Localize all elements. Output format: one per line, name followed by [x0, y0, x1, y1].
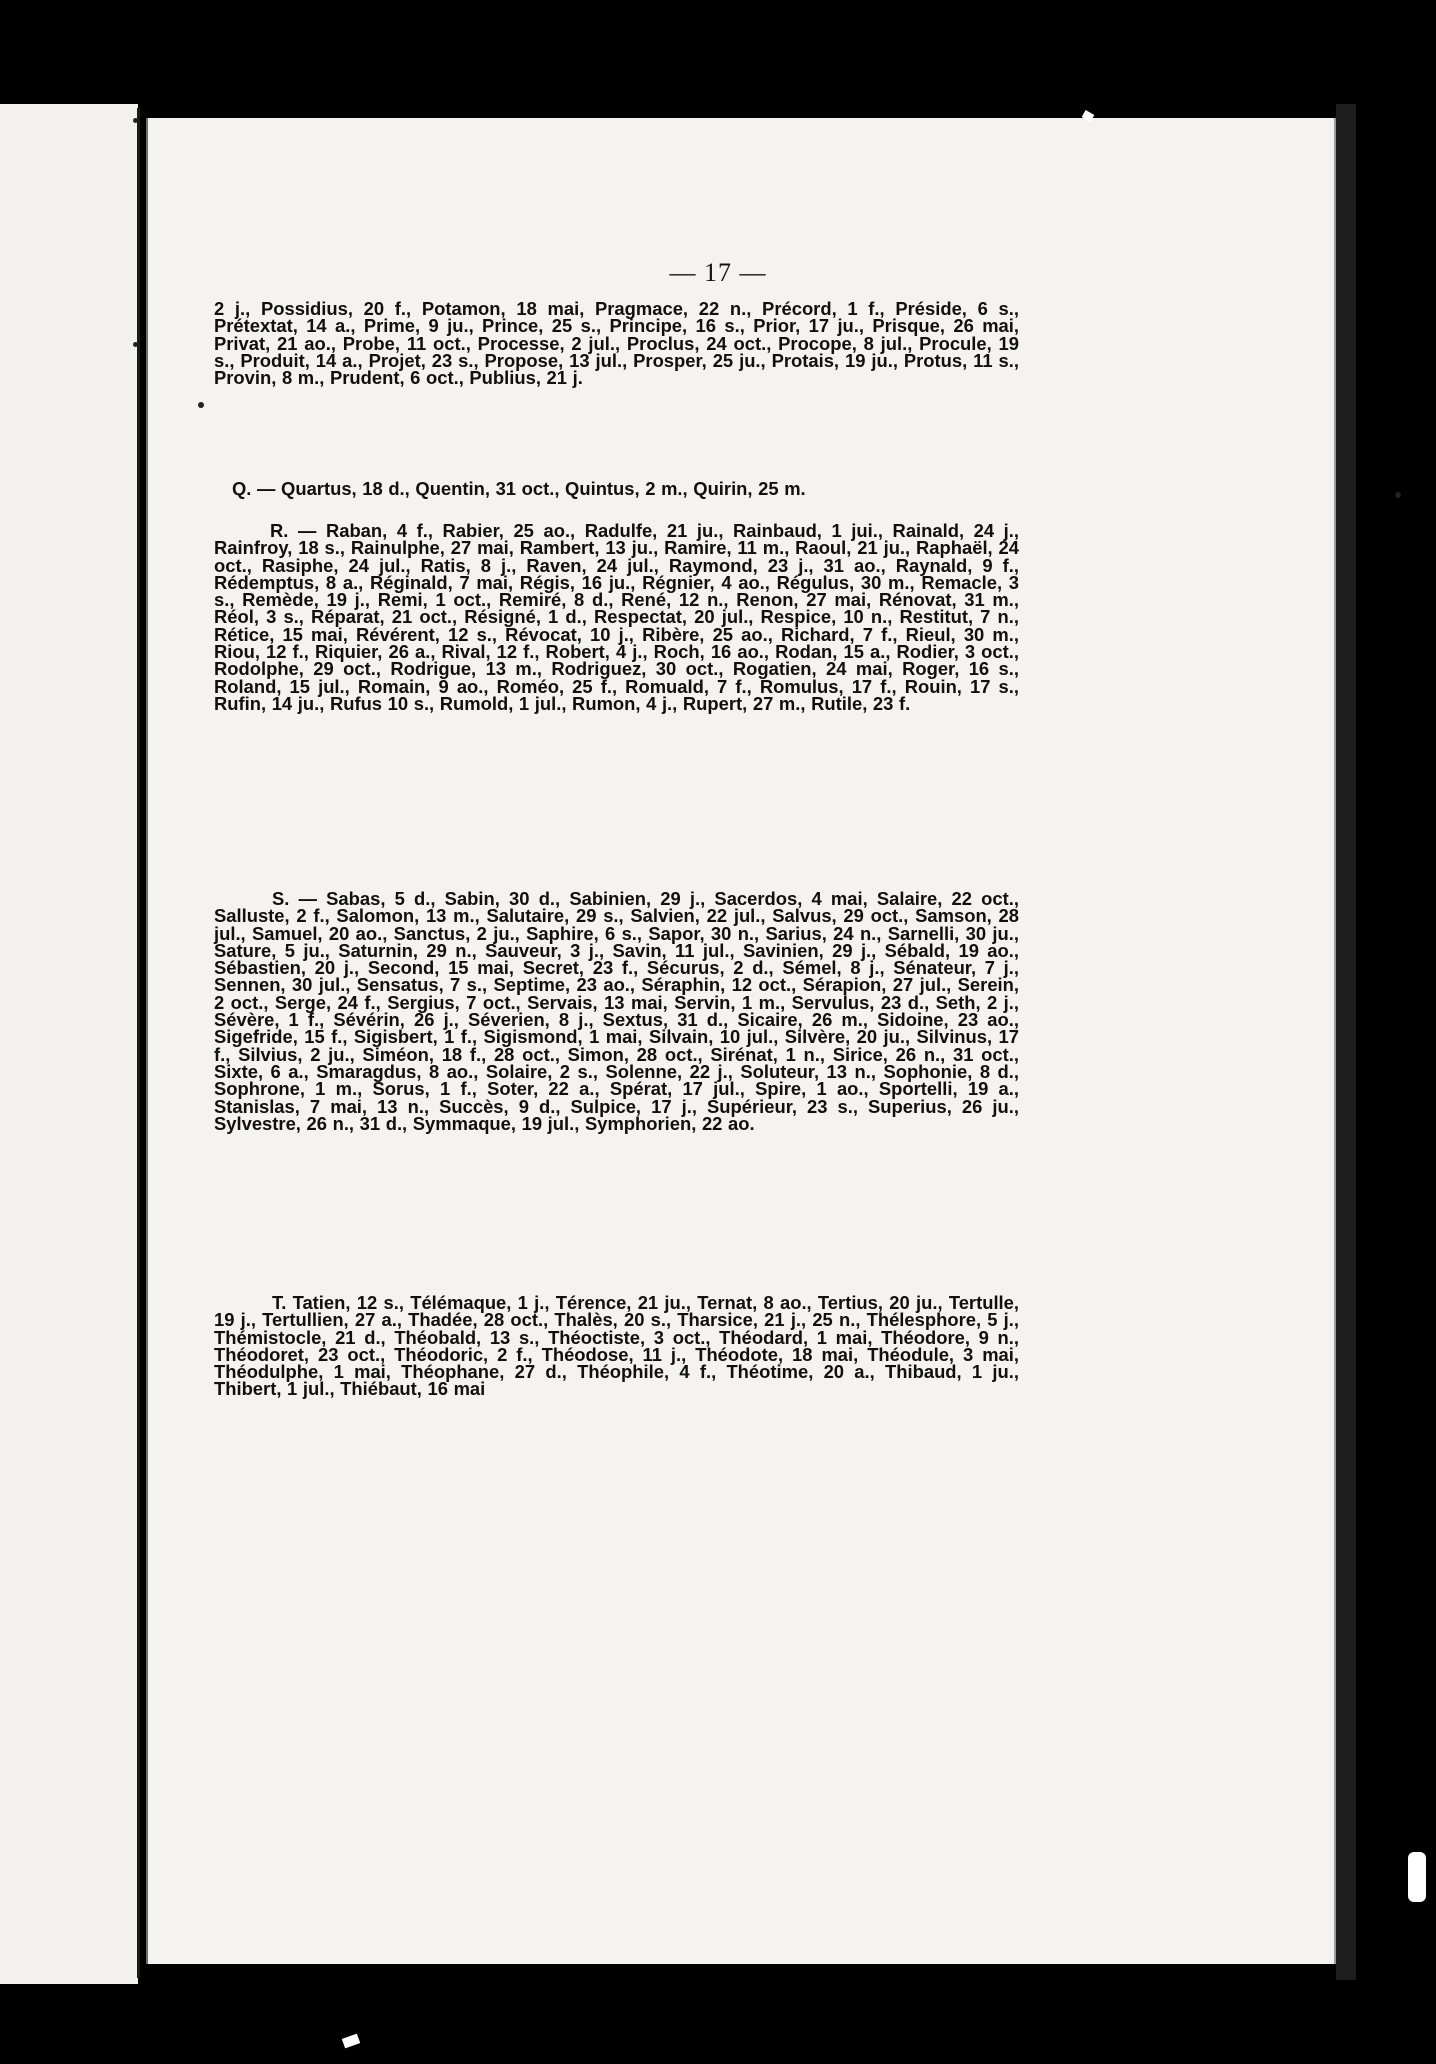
section-letter: Q.: [232, 478, 252, 499]
entries-text-continued: 19 a., Stanislas, 7 mai, 13 n., Succès, 9 d., Sulpice, 17 j., Supérieur, 23 s., Superius, 26 ju., Sylvestre, 26 n., 31 d., Symmaque, 19 jul., Symphorien, 22 ao.: [214, 1078, 1019, 1134]
section-letter: T.: [272, 1292, 287, 1313]
entries-text-continued: 30 ju., Sature, 5 ju., Saturnin, 29 n., Sauveur, 3 j., Savin, 11 jul., Savinien, 29 j., Sébald, 19 ao., Sébastien, 20 j., Second, 15 mai, Secret, 23 f., Sécurus, 2 d., Sémel, 8 j., Sénateur, 7 j., Sennen, 30 jul., Sensatus, 7 s., Septime, 23 ao., Séraphin, 12 oct., Sérapion, 27 jul., Serein, 2 oct., Serge, 24 f., Sergius, 7 oct., Servais, 13 mai, Servin, 1 m., Servulus, 23 d., Seth, 2 j., Sévère, 1 f., Sévérin, 26 j., Séverien, 8 j., Sextus, 31 d., Sicaire, 26 m., Sidoine, 23 ao., Sigefride, 15 f., Sigisbert, 1 f., Sigismond, 1 mai, Silvain, 10 jul., Silvère, 20 ju., Silvinus, 17 f., Silvius, 2 ju., Siméon, 18 f., 28 oct., Simon, 28 oct., Sirénat, 1 n., Sirice, 26 n., 31 oct., Sixte, 6 a., Smaragdus, 8 ao., Solaire, 2 s., Solenne, 22 j., Soluteur, 13 n., Sophonie, 8 d., Sophrone, 1 m., Sorus, 1 f., Soter, 22 a., Spérat, 17 jul., Spire, 1 ao.,: [214, 922, 1019, 1100]
entries-paragraph-p: [214, 298, 1019, 389]
scan-speck: [198, 402, 204, 408]
entries-text: — Sabas, 5 d., Sabin, 30 d., Sabinien, 29 j., Sacerdos, 4 mai, Salaire, 22 oct., Salluste, 2 f., Salomon, 13 m., Salutaire, 29 s., Salvien, 22 jul., Salvus, 29 oct., Samson, 28 jul., Samuel, 20 ao., Sanctus, 2 ju., Saphire, 6 s., Sapor, 30 n., Sarius, 24 n.,: [214, 888, 1019, 944]
scan-artifact: [342, 2034, 360, 2049]
entries-text: 2 j., Possidius, 20 f., Potamon, 18 mai, Pragmace, 22 n., Précord, 1 f., Préside, 6 s., Prétextat, 14 a., Prime, 9 ju., Prince, 25 s., Principe, 16 s., Prior, 17 ju., Prisque, 26 mai, Privat, 21 ao., Probe, 11 oct., Processe, 2 jul., Proclus, 24 oct., Procope, 8 jul., Procule, 19 s., Produit, 14 a., Projet, 23 s., Propose, 13 jul., Prosper, 25 ju., Protais, 19 ju., Protus, 11 s., Provin, 8 m., Prudent, 6 oct., Publius, 21 j.: [214, 298, 1019, 389]
adjacent-page: [0, 104, 138, 1984]
entries-text: Tatien, 12 s., Télémaque, 1 j., Térence, 21 ju., Ternat, 8 ao., Tertius, 20 ju., Tertulle, 19 j., Tertullien, 27 a., Thadée, 28 oct., Thalès, 20 s., Tharsice, 21 j., 25 n., Thélesphore, 5 j., Thémistocle, 21 d., Théobald, 13 s., Théoctiste, 3 oct., Théodard, 1 mai, Théodore, 9 n., Théodoret, 23 oct., Théodoric, 2 f., Théodose, 11 j., Théodote, 18 mai, Théodule, 3 mai, Théodulphe, 1 mai, Théophane, 27 d., Théophile, 4 f., Théotime, 20 a., Thibaud, 1 ju., Thibert, 1 jul., Thiébaut, 16 mai: [214, 1292, 1019, 1400]
entries-text: — Raban, 4 f., Rabier, 25 ao., Radulfe, 21 ju., Rainbaud, 1 jui., Rainald, 24 j., Rainfroy, 18 s., Rainulphe, 27 mai, Rambert, 13 ju., Ramire, 11 m., Raoul, 21 ju., Raphaël, 24 oct., Rasiphe, 24 jul., Ratis, 8 j., Raven, 24 jul., Raymond, 23 j., 31 ao., Raynald, 9 f., Rédemptus, 8 a., Réginald, 7 mai, Régis, 16 ju., Régnier, 4 ao., Régulus, 30 m., Remacle, 3 s., Remède, 19 j., Remi, 1 oct., Remiré, 8 d., René, 12 n., Renon, 27 mai, Rénovat, 31 m., Réol, 3 s., Réparat, 21 oct., Résigné, 1 d., Respectat, 20 jul., Respice, 10 n., Restitut, 7 n., Rétice, 15 mai, Révérent, 12 s., Révocat, 10 j., Ribère, 25 ao., Richard, 7 f., Rieul, 30 m., Riou, 12 f., Riquier, 26 a., Rival, 12 f., Robert, 4 j., Roch, 16 ao., Rodan, 15 a., Rodier, 3 oct., Rodolphe, 29 oct., Rodrigue, 13 m., Rodriguez, 30 oct., Rogatien, 24 mai, Roger, 16 s., Roland, 15 jul., Romain, 9 ao.,: [214, 520, 1019, 697]
scan-artifact: [1408, 1852, 1426, 1902]
section-letter: S.: [272, 888, 290, 909]
entries-paragraph-t: [214, 1294, 1019, 1398]
entries-paragraph-s: [214, 890, 1019, 1132]
page-edge: [1336, 104, 1356, 1980]
highlighted-name: Roméo,: [496, 675, 565, 697]
scan-speck: [133, 342, 138, 347]
scan-speck: [1395, 492, 1401, 498]
entries-paragraph-q: [214, 480, 1019, 497]
page-number: — 17 —: [669, 258, 767, 287]
highlighted-name: Sportelli,: [878, 1078, 958, 1100]
highlighted-name: Sarnelli,: [887, 922, 960, 944]
entries-text-continued: 25 f., Romuald, 7 f., Romulus, 17 f., Rouin, 17 s., Rufin, 14 ju., Rufus 10 s., Rumold, 1 jul., Rumon, 4 j., Rupert, 27 m., Rutile, 23 f.: [214, 675, 1020, 714]
page-gutter: [137, 108, 140, 1978]
scan-speck: [133, 118, 138, 123]
entries-text: — Quartus, 18 d., Quentin, 31 oct., Quintus, 2 m., Quirin, 25 m.: [251, 478, 806, 499]
section-letter: R.: [270, 520, 289, 541]
entries-paragraph-r: [214, 522, 1019, 712]
